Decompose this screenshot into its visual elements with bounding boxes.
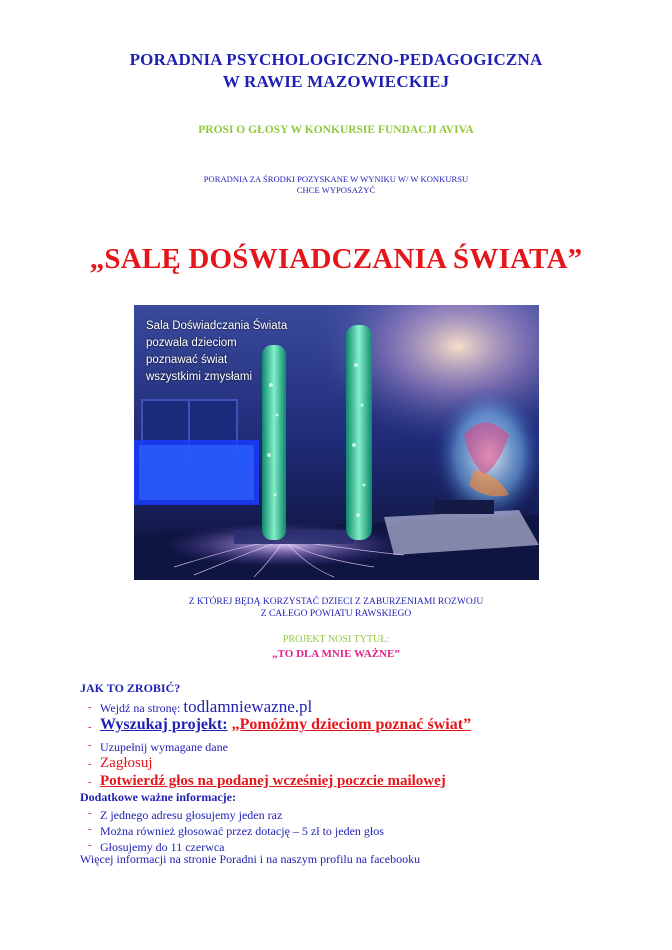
intro-line-2: CHCE WYPOSAŻYĆ [296, 185, 376, 195]
photo-caption-line: poznawać świat [146, 354, 228, 366]
main-title: „SALĘ DOŚWIADCZANIA ŚWIATA” [89, 243, 583, 275]
step-4-text: Zagłosuj [100, 755, 153, 771]
photo-caption [146, 318, 287, 386]
list-dash: - [88, 839, 92, 851]
photo-caption-line: Sala Doświadczania Świata [146, 320, 288, 332]
step-3-text: Uzupełnij wymagane dane [100, 740, 228, 754]
how-to-title: JAK TO ZROBIĆ? [80, 681, 181, 695]
footer-info: Więcej informacji na stronie Poradni i na naszym profilu na facebooku [80, 852, 421, 866]
info-item-text: Głosujemy do 11 czerwca [100, 840, 225, 854]
beneficiaries-line-1: Z KTÓREJ BĘDĄ KORZYSTAĆ DZIECI Z ZABURZENIAMI ROZWOJU [188, 597, 484, 607]
website-link[interactable]: todlamniewazne.pl [183, 697, 313, 716]
photo-caption-line: wszystkimi zmysłami [146, 371, 253, 383]
subtitle: PROSI O GŁOSY W KONKURSIE FUNDACJI AVIVA [198, 124, 474, 136]
header-line-2: W RAWIE MAZOWIECKIEJ [222, 72, 450, 91]
list-dash: - [88, 776, 92, 788]
project-title: „TO DLA MNIE WAŻNE” [272, 648, 400, 660]
info-item-text: Z jednego adresu głosujemy jeden raz [100, 808, 283, 822]
photo-caption-line: pozwala dzieciom [146, 337, 237, 349]
project-search-name: „Pomóżmy dzieciom poznać świat” [231, 716, 472, 733]
beneficiaries-line-2: Z CAŁEGO POWIATU RAWSKIEGO [260, 609, 412, 619]
list-dash: - [88, 701, 92, 713]
list-dash: - [88, 823, 92, 835]
list-dash: - [88, 807, 92, 819]
additional-info-title: Dodatkowe ważne informacje: [80, 790, 236, 804]
step-5 [88, 772, 446, 790]
project-label: PROJEKT NOSI TYTUŁ: [282, 634, 390, 645]
header-line-1: PORADNIA PSYCHOLOGICZNO-PEDAGOGICZNA [129, 50, 543, 69]
info-item-text: Można również głosować przez dotację – 5 zł to jeden głos [100, 824, 384, 838]
step-1 [88, 697, 313, 717]
step-1-prefix: Wejdź na stronę: [100, 701, 184, 715]
list-dash: - [88, 758, 92, 770]
intro-line-1: PORADNIA ZA ŚRODKI POZYSKANE W WYNIKU W/ W KONKURSU [203, 174, 469, 184]
step-2-label: Wyszukaj projekt: [100, 716, 228, 733]
step-5-text: Potwierdź głos na podanej wcześniej poczcie mailowej [100, 773, 446, 789]
sensory-room-photo [134, 305, 539, 580]
step-2 [88, 716, 472, 734]
list-dash: - [88, 721, 92, 733]
list-dash: - [88, 739, 92, 751]
step-4 [88, 754, 153, 772]
